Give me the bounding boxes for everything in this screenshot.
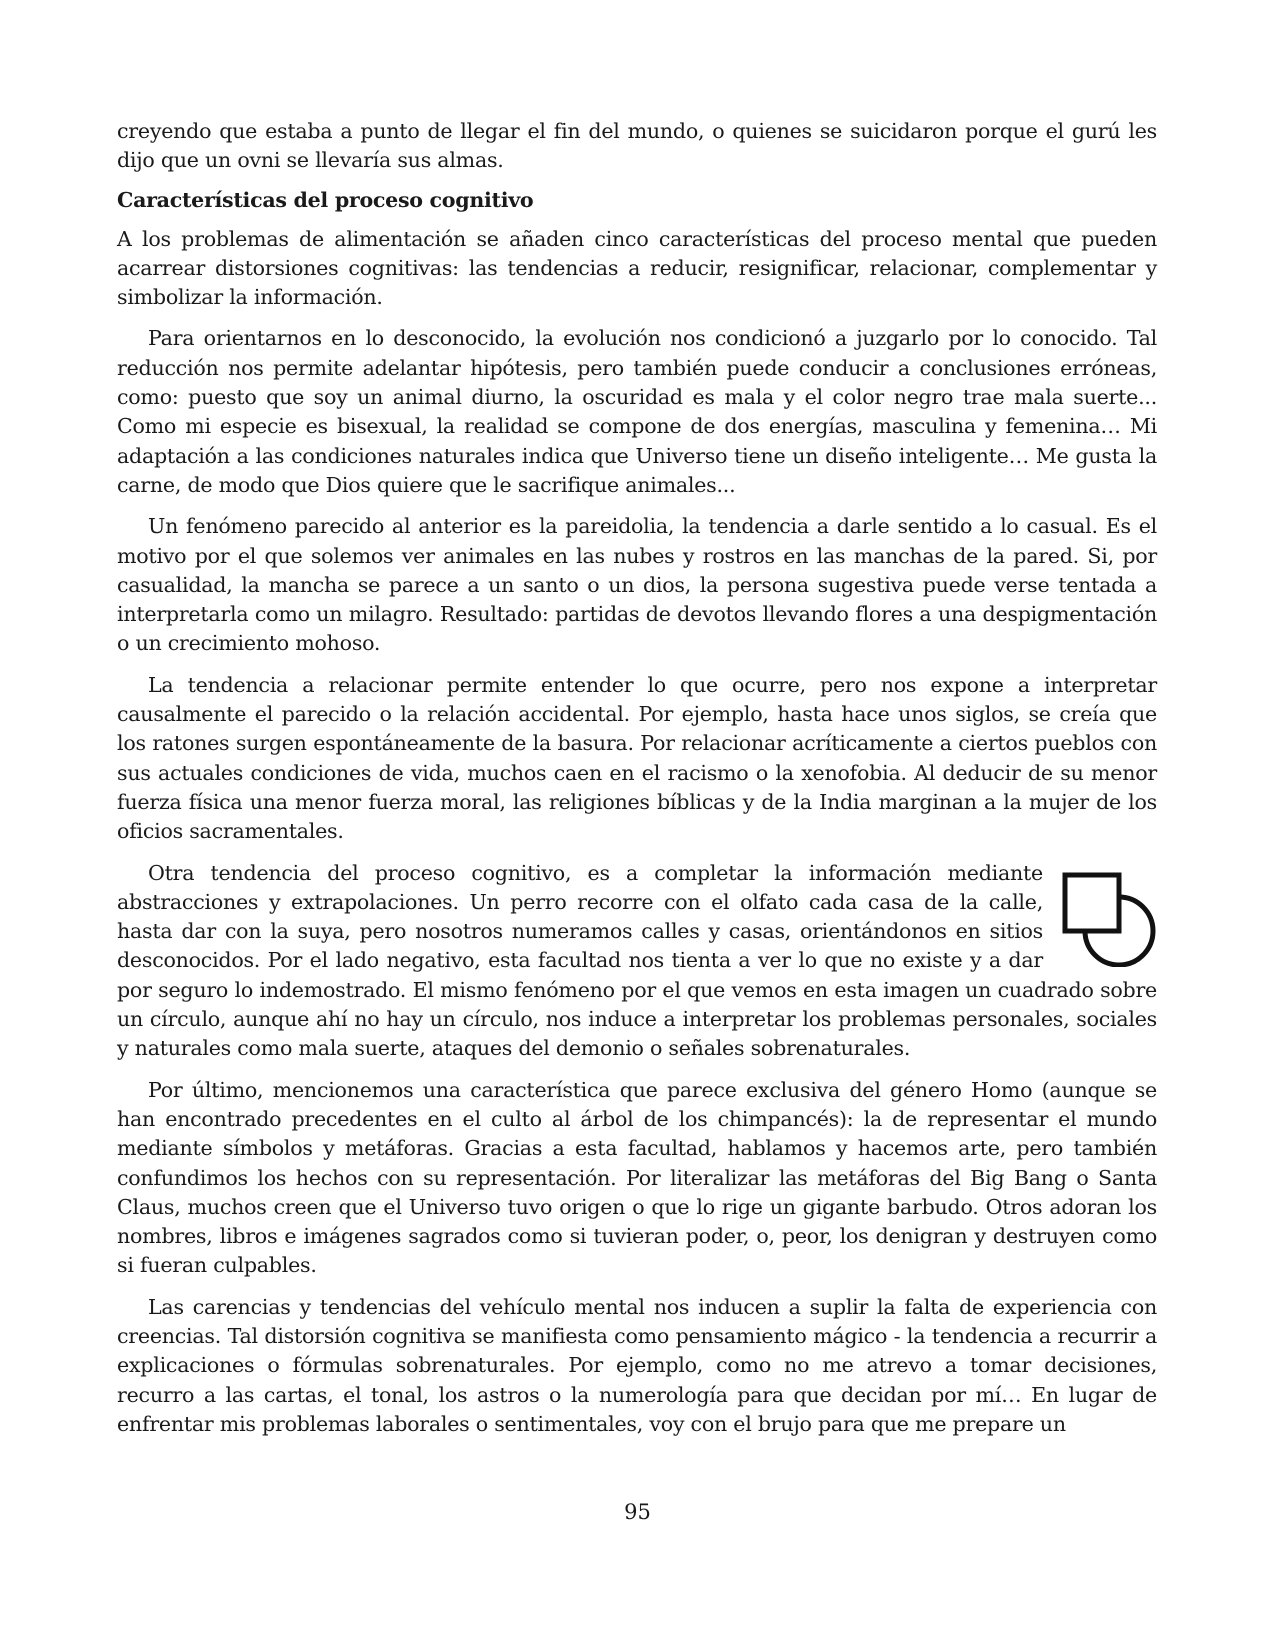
figure-block [117,859,1157,1064]
square-over-circle-illusion-icon [1057,867,1157,967]
page-body [117,117,1157,1451]
illusion-figure [1057,867,1157,967]
paragraph-completion-text: Otra tendencia del proceso cognitivo, es a completar la información mediante abstracciones y extrapolaciones. Un perro recorre con el olfato cada casa de la calle, hasta dar con la suya, pero nosotros numeramos calles y casas, orientándonos en sitios desconocidos. Por el lado negativo, esta facultad nos tienta a ver lo que no existe y a dar por seguro lo indemostrado. El mismo fenómeno por el que vemos en esta imagen un cuadrado sobre un círculo, aunque ahí no hay un círculo, nos induce a interpretar los problemas personales, sociales y naturales como mala suerte, ataques del demonio o señales sobrenaturales. [117,860,1157,1061]
paragraph-intro: A los problemas de alimentación se añaden cinco características del proceso mental que pueden acarrear distorsiones cognitivas: las tendencias a reducir, resignificar, relacionar, complementar y simbolizar la información. [117,226,1157,310]
section-heading: Características del proceso cognitivo [117,187,534,212]
paragraph-pareidolia: Un fenómeno parecido al anterior es la pareidolia, la tendencia a darle sentido a lo casual. Es el motivo por el que solemos ver animales en las nubes y rostros en las manchas de la pared. Si, por casualidad, la mancha se parece a un santo o un dios, la persona sugestiva puede verse tentada a interpretarla como un milagro. Resultado: partidas de devotos llevando flores a una despigmentación o un crecimiento mohoso. [117,514,1157,656]
paragraph-reduction: Para orientarnos en lo desconocido, la evolución nos condicionó a juzgarlo por lo conocido. Tal reducción nos permite adelantar hipótesis, pero también puede conducir a conclusiones erróneas, como: puesto que soy un animal diurno, la oscuridad es mala y el color negro trae mala suerte... Como mi especie es bisexual, la realidad se compone de dos energías, masculina y femenina… Mi adaptación a las condiciones naturales indica que Universo tiene un diseño inteligente… Me gusta la carne, de modo que Dios quiere que le sacrifique animales... [117,326,1157,497]
paragraph-symbolism: Por último, mencionemos una característica que parece exclusiva del género Homo (aunque se han encontrado precedentes en el culto al árbol de los chimpancés): la de representar el mundo mediante símbolos y metáforas. Gracias a esta facultad, hablamos y hacemos arte, pero también confundimos los hechos con su representación. Por literalizar las metáforas del Big Bang o Santa Claus, muchos creen que el Universo tuvo origen o que lo rige un gigante barbudo. Otros adoran los nombres, libros e imágenes sagrados como si tuvieran poder, o, peor, los denigran y destruyen como si fueran culpables. [117,1077,1157,1278]
paragraph-relation: La tendencia a relacionar permite entender lo que ocurre, pero nos expone a interpretar causalmente el parecido o la relación accidental. Por ejemplo, hasta hace unos siglos, se creía que los ratones surgen espontáneamente de la basura. Por relacionar acríticamente a ciertos pueblos con sus actuales condiciones de vida, muchos caen en el racismo o la xenofobia. Al deducir de su menor fuerza física una menor fuerza moral, las religiones bíblicas y de la India marginan a la mujer de los oficios sacramentales. [117,672,1157,844]
paragraph-continuation: creyendo que estaba a punto de llegar el fin del mundo, o quienes se suicidaron porque el gurú les dijo que un ovni se llevaría sus almas. [117,119,1157,173]
paragraph-completion [117,859,1157,1064]
paragraph-magical-thinking: Las carencias y tendencias del vehículo mental nos inducen a suplir la falta de experiencia con creencias. Tal distorsión cognitiva se manifiesta como pensamiento mágico - la tendencia a recurrir a explicaciones o fórmulas sobrenaturales. Por ejemplo, como no me atrevo a tomar decisiones, recurro a las cartas, el tonal, los astros o la numerología para que decidan por mí… En lugar de enfrentar mis problemas laborales o sentimentales, voy con el brujo para que me prepare un [117,1294,1157,1436]
page-number: 95 [624,1500,651,1524]
